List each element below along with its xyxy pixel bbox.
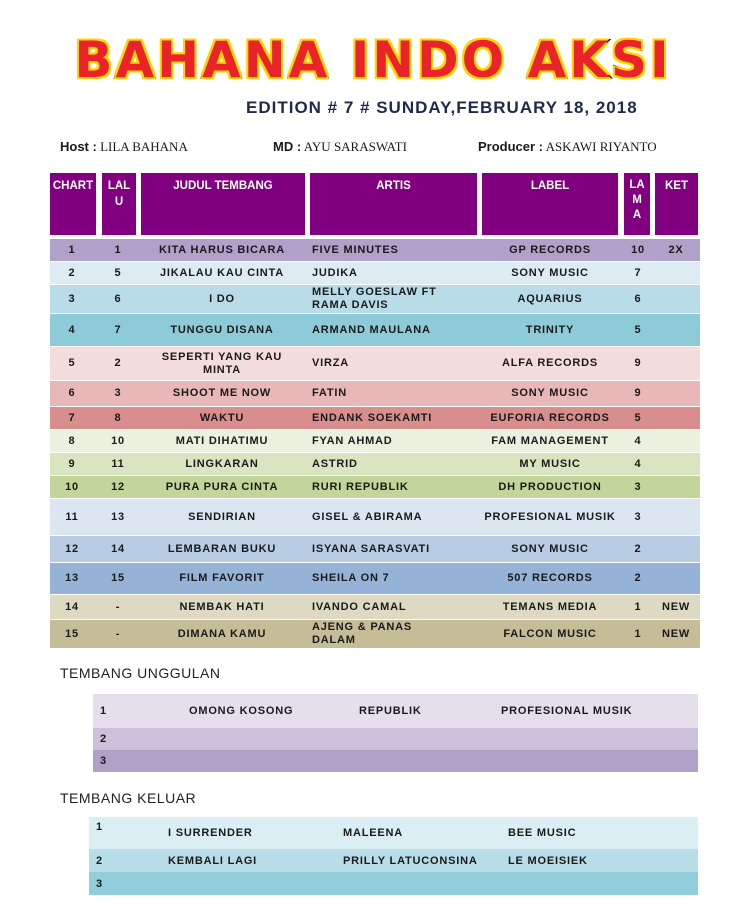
- cell-lama: 1: [634, 627, 642, 640]
- chart-row: [50, 262, 700, 284]
- cell-ket: [654, 262, 698, 284]
- header-judul: JUDUL TEMBANG: [141, 173, 305, 235]
- cell-lama: 1: [634, 600, 642, 613]
- keluar-cell-no: 1: [96, 821, 103, 833]
- host-credit: [60, 139, 188, 155]
- cell-artis: AJENG & PANAS DALAM: [312, 621, 413, 646]
- cell-lama: 4: [634, 434, 642, 447]
- cell-judul: WAKTU: [199, 411, 245, 424]
- cell-ket: [654, 536, 698, 562]
- cell-lalu: 10: [111, 434, 125, 447]
- cell-ket: [654, 407, 698, 429]
- cell-artis: MELLY GOESLAW FT RAMA DAVIS: [312, 286, 437, 311]
- cell-judul: PURA PURA CINTA: [165, 480, 279, 493]
- cell-lama: 10: [631, 243, 645, 256]
- cell-chart: 5: [68, 357, 76, 369]
- chart-row: [50, 595, 700, 619]
- cell-ket: [654, 563, 698, 594]
- unggulan-cell-no: 2: [100, 733, 107, 745]
- unggulan-title: TEMBANG UNGGULAN: [60, 665, 221, 681]
- edition-title: EDITION # 7 # SUNDAY,FEBRUARY 18, 2018: [246, 98, 638, 117]
- cell-judul: NEMBAK HATI: [179, 600, 265, 613]
- unggulan-row: [93, 728, 698, 750]
- cell-chart: 13: [65, 572, 79, 584]
- cell-lama: 7: [634, 266, 642, 279]
- cell-label: AQUARIUS: [517, 292, 583, 305]
- cell-label: FALCON MUSIC: [503, 627, 597, 640]
- cell-judul: TUNGGU DISANA: [170, 323, 274, 336]
- md-name: AYU SARASWATI: [303, 139, 407, 154]
- cell-lama: 9: [634, 387, 642, 399]
- cell-lalu: 6: [114, 292, 122, 305]
- cell-chart: 11: [65, 510, 79, 523]
- logo-bahana-indo-aksi: BAHANA INDO AKSI: [74, 31, 672, 89]
- cell-lama: 9: [634, 357, 642, 369]
- host-label: Host :: [60, 139, 97, 154]
- cell-artis: SHEILA ON 7: [312, 572, 390, 584]
- cell-judul: DIMANA KAMU: [177, 627, 267, 640]
- chart-row: [50, 381, 700, 406]
- header-lalu: LAL U: [102, 173, 136, 235]
- cell-judul: LINGKARAN: [185, 457, 259, 470]
- cell-label: FAM MANAGEMENT: [491, 434, 609, 447]
- cell-label: PROFESIONAL MUSIK: [484, 510, 616, 523]
- chart-row: [50, 347, 700, 380]
- keluar-title: TEMBANG KELUAR: [60, 790, 197, 806]
- header-ket: KET: [655, 173, 698, 235]
- cell-lama: 2: [634, 542, 642, 555]
- cell-chart: 10: [65, 480, 79, 493]
- md-label: MD :: [273, 139, 302, 154]
- cell-lama: 6: [634, 292, 642, 305]
- cell-judul: JIKALAU KAU CINTA: [159, 266, 284, 279]
- cell-artis: FIVE MINUTES: [312, 243, 399, 256]
- cell-artis: ENDANK SOEKAMTI: [312, 411, 433, 424]
- cell-chart: 12: [65, 542, 79, 555]
- unggulan-row: [93, 694, 698, 728]
- cell-ket: [654, 347, 698, 380]
- cell-artis: FATIN: [312, 387, 347, 399]
- keluar-cell-no: 3: [96, 877, 103, 890]
- cell-label: SONY MUSIC: [511, 387, 589, 399]
- keluar-cell-judul: KEMBALI LAGI: [168, 854, 258, 867]
- cell-ket: [654, 285, 698, 313]
- cell-artis: GISEL & ABIRAMA: [312, 510, 423, 523]
- cell-judul: MATI DIHATIMU: [175, 434, 269, 447]
- chart-row: [50, 239, 700, 261]
- cell-artis: ARMAND MAULANA: [312, 323, 431, 336]
- cell-label: TRINITY: [525, 323, 575, 336]
- unggulan-cell-no: 1: [100, 705, 107, 717]
- cell-chart: 14: [65, 600, 79, 613]
- cell-artis: ISYANA SARASVATI: [312, 542, 430, 555]
- cell-artis: VIRZA: [312, 357, 349, 369]
- cell-ket: NEW: [661, 627, 691, 640]
- cell-chart: 6: [68, 387, 76, 399]
- cell-ket: [654, 453, 698, 475]
- keluar-cell-label: LE MOEISIEK: [508, 854, 588, 867]
- cell-label: 507 RECORDS: [507, 572, 593, 584]
- cell-lalu: 2: [114, 357, 122, 369]
- chart-row: [50, 430, 700, 452]
- cell-ket: [654, 314, 698, 346]
- cell-chart: 7: [68, 411, 76, 424]
- cell-lalu: 12: [111, 480, 125, 493]
- cell-label: SONY MUSIC: [511, 542, 589, 555]
- header-chart: CHART: [50, 173, 96, 235]
- cell-lama: 4: [634, 457, 642, 470]
- producer-credit: [478, 139, 657, 155]
- chart-row: [50, 407, 700, 429]
- keluar-cell-artis: MALEENA: [343, 827, 403, 839]
- cell-chart: 2: [68, 266, 76, 279]
- cell-lalu: 8: [114, 411, 122, 424]
- cell-lama: 3: [634, 480, 642, 493]
- cell-ket: 2X: [668, 243, 684, 256]
- cell-chart: 8: [68, 434, 76, 447]
- cell-lalu: 13: [111, 510, 125, 523]
- unggulan-cell-no: 3: [100, 755, 107, 767]
- cell-lalu: 1: [114, 243, 122, 256]
- cell-lalu: 5: [114, 266, 122, 279]
- cell-artis: ASTRID: [312, 457, 358, 470]
- chart-row: [50, 620, 700, 648]
- cell-ket: [654, 381, 698, 406]
- cell-label: ALFA RECORDS: [502, 357, 598, 369]
- cell-label: TEMANS MEDIA: [502, 600, 598, 613]
- keluar-cell-judul: I SURRENDER: [168, 827, 253, 839]
- chart-row: [50, 536, 700, 562]
- header-artis: ARTIS: [310, 173, 477, 235]
- cell-lalu: 15: [111, 572, 125, 584]
- chart-row: [50, 314, 700, 346]
- cell-label: DH PRODUCTION: [498, 480, 602, 493]
- cell-judul: SEPERTI YANG KAU MINTA: [161, 350, 283, 376]
- md-credit: [273, 139, 407, 155]
- cell-chart: 15: [65, 627, 79, 640]
- cell-lama: 5: [634, 323, 642, 336]
- cell-judul: I DO: [209, 292, 235, 305]
- cell-artis: FYAN AHMAD: [312, 434, 393, 447]
- keluar-cell-artis: PRILLY LATUCONSINA: [343, 854, 478, 867]
- cell-judul: LEMBARAN BUKU: [167, 542, 277, 555]
- chart-row: [50, 476, 700, 498]
- cell-lama: 5: [634, 411, 642, 424]
- cell-ket: [654, 430, 698, 452]
- host-name: LILA BAHANA: [100, 139, 188, 154]
- cell-label: MY MUSIC: [519, 457, 581, 470]
- cell-lama: 3: [634, 510, 642, 523]
- chart-row: [50, 285, 700, 313]
- unggulan-cell-judul: OMONG KOSONG: [189, 705, 294, 717]
- cell-lalu: 14: [111, 542, 125, 555]
- cell-judul: SENDIRIAN: [188, 510, 256, 523]
- cell-lalu: -: [115, 600, 121, 613]
- cell-judul: FILM FAVORIT: [179, 572, 265, 584]
- cell-chart: 1: [68, 243, 76, 256]
- chart-row: [50, 453, 700, 475]
- header-lama: LA M A: [624, 173, 650, 235]
- unggulan-row: [93, 750, 698, 772]
- cell-judul: SHOOT ME NOW: [172, 387, 272, 399]
- keluar-row: [89, 872, 698, 895]
- cell-lalu: -: [115, 627, 121, 640]
- keluar-cell-label: BEE MUSIC: [508, 827, 577, 839]
- cell-chart: 4: [68, 323, 76, 336]
- cell-artis: RURI REPUBLIK: [312, 480, 409, 493]
- cell-chart: 9: [68, 457, 76, 470]
- cell-ket: [654, 499, 698, 535]
- keluar-cell-no: 2: [96, 854, 103, 867]
- cell-label: SONY MUSIC: [511, 266, 589, 279]
- keluar-row: [89, 849, 698, 872]
- cell-label: GP RECORDS: [509, 243, 591, 256]
- header-label: LABEL: [482, 173, 618, 235]
- cell-lalu: 3: [114, 387, 122, 399]
- cell-lalu: 7: [114, 323, 122, 336]
- chart-row: [50, 563, 700, 594]
- cell-chart: 3: [68, 292, 76, 305]
- cell-ket: NEW: [661, 600, 691, 613]
- cell-label: EUFORIA RECORDS: [490, 411, 610, 424]
- cell-ket: [654, 476, 698, 498]
- producer-label: Producer :: [478, 139, 544, 154]
- cell-lama: 2: [634, 572, 642, 584]
- chart-row: [50, 499, 700, 535]
- cell-judul: KITA HARUS BICARA: [158, 243, 286, 256]
- unggulan-cell-label: PROFESIONAL MUSIK: [501, 705, 633, 717]
- cell-artis: IVANDO CAMAL: [312, 600, 407, 613]
- unggulan-cell-artis: REPUBLIK: [359, 705, 422, 717]
- keluar-row: [89, 817, 698, 849]
- producer-name: ASKAWI RIYANTO: [545, 139, 657, 154]
- cell-artis: JUDIKA: [312, 266, 358, 279]
- cell-lalu: 11: [111, 457, 125, 470]
